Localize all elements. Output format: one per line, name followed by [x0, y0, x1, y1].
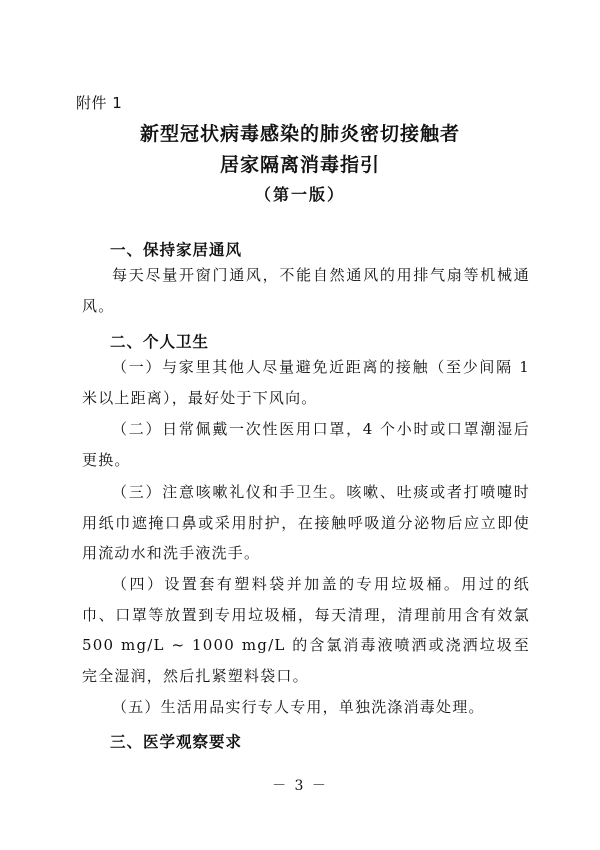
paragraph-hygiene-5: （五）生活用品实行专人专用，单独洗涤消毒处理。 — [112, 698, 485, 716]
section-heading-medical-observation: 三、医学观察要求 — [110, 733, 243, 751]
page-number: － 3 － — [272, 778, 328, 794]
paragraph-ventilation: 每天尽量开窗门通风，不能自然通风的用排气扇等机械通风。 — [82, 266, 530, 315]
attachment-label: 附件 1 — [76, 94, 123, 112]
document-title-line-1: 新型冠状病毒感染的肺炎密切接触者 — [139, 123, 460, 145]
paragraph-hygiene-2: （二）日常佩戴一次性医用口罩，4 个小时或口罩潮湿后更换。 — [82, 420, 530, 469]
document-title-line-2: 居家隔离消毒指引 — [219, 154, 380, 176]
section-heading-hygiene: 二、个人卫生 — [110, 333, 210, 351]
edition-label: （第一版） — [254, 185, 345, 204]
paragraph-hygiene-4: （四）设置套有塑料袋并加盖的专用垃圾桶。用过的纸巾、口罩等放置到专用垃圾桶，每天清理，清理前用含有效氯 500 mg/L ~ 1000 mg/L 的含氯消毒液喷洒或浇洒垃圾至完全湿润，然后扎紧塑料袋口。 — [82, 575, 530, 685]
section-heading-ventilation: 一、保持家居通风 — [110, 241, 243, 259]
paragraph-hygiene-3: （三）注意咳嗽礼仪和手卫生。咳嗽、吐痰或者打喷嚏时用纸巾遮掩口鼻或采用肘护，在接触呼吸道分泌物后应立即使用流动水和洗手液洗手。 — [82, 483, 530, 562]
paragraph-hygiene-1: （一）与家里其他人尽量避免近距离的接触（至少间隔 1 米以上距离），最好处于下风向。 — [82, 358, 530, 407]
